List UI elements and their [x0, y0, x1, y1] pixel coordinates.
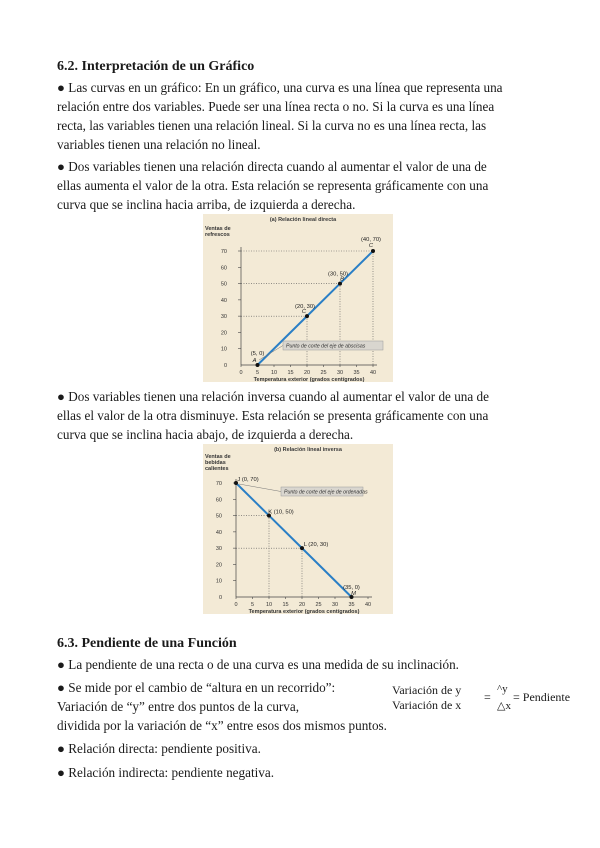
x-tick-label: 40: [369, 370, 377, 376]
y-tick-label: 40: [215, 529, 222, 536]
x-tick-label: 15: [282, 602, 289, 608]
section-heading-interpretacion: 6.2. Interpretación de un Gráfico: [57, 59, 255, 74]
x-axis-label: Temperatura exterior (grados centígrados): [248, 609, 360, 614]
x-axis-label: Temperatura exterior (grados centígrados): [253, 377, 365, 382]
text-line: dividida por la variación de “x” entre esos dos mismos puntos.: [57, 718, 387, 733]
y-tick-label: 60: [220, 265, 227, 272]
x-tick-label: 25: [315, 602, 322, 608]
data-point-label: L (20, 30): [303, 542, 329, 549]
section-heading-pendiente: 6.3. Pendiente de una Función: [57, 636, 237, 651]
bullet-relacion-indirecta: ● Relación indirecta: pendiente negativa.: [57, 765, 275, 780]
y-axis-label: Ventas de: [205, 226, 231, 232]
annotation-text: Punto de corte del eje de ordenadas: [284, 489, 368, 496]
y-axis-label: calientes: [205, 466, 229, 472]
x-tick-label: 10: [270, 370, 278, 376]
formula-delta-x: △x: [497, 700, 511, 712]
y-tick-label: 10: [220, 346, 227, 353]
y-tick-label: 50: [220, 281, 227, 288]
text-line: relación entre dos variables. Puede ser una línea recta o no. Si la curva es una línea: [57, 99, 495, 114]
annotation-pointer: [239, 484, 281, 492]
x-tick-label: 35: [353, 370, 360, 376]
data-point-label: (35, 0): [343, 585, 360, 591]
y-tick-label: 60: [215, 497, 222, 504]
data-point: [371, 249, 375, 253]
x-tick-label: 10: [265, 602, 273, 608]
y-tick-label: 50: [215, 513, 222, 520]
formula-result: = Pendiente: [513, 690, 571, 704]
x-tick-label: 35: [348, 602, 355, 608]
chart-direct-relation: [203, 214, 393, 382]
x-tick-label: 0: [234, 602, 238, 608]
bullet-relacion-directa: ● Relación directa: pendiente positiva.: [57, 741, 261, 756]
text-line: ● Las curvas en un gráfico: En un gráfico, una curva es una línea que representa una: [57, 80, 503, 95]
formula-delta-y: ^y: [497, 683, 508, 695]
chart-title: (b) Relación lineal inversa: [274, 447, 342, 453]
x-tick-label: 30: [336, 370, 344, 376]
text-line: recta, las variables tienen una relación lineal. Si la curva no es una línea recta, las: [57, 118, 487, 133]
x-tick-label: 40: [364, 602, 372, 608]
text-line: Variación de “y” entre dos puntos de la curva,: [57, 699, 300, 714]
data-point-label: (40, 70): [361, 237, 381, 243]
chart-inverse-svg: [203, 444, 393, 614]
chart-title: (a) Relación lineal directa: [269, 217, 337, 223]
data-point-label: (20, 30): [295, 304, 315, 311]
series-line: [236, 483, 352, 597]
x-tick-label: 30: [331, 602, 339, 608]
y-tick-label: 70: [215, 481, 222, 487]
bullet-pendiente-medida: [57, 678, 387, 735]
x-tick-label: 0: [239, 370, 243, 376]
formula-denominator: Variación de x: [392, 698, 462, 712]
data-point-letter: C: [301, 309, 307, 316]
text-line: ● Dos variables tienen una relación directa cuando al aumentar el valor de una de: [57, 159, 487, 174]
text-line: curva que se inclina hacia abajo, de izquierda a derecha.: [57, 427, 354, 442]
y-tick-label: 0: [223, 363, 227, 369]
chart-inverse-relation: [203, 444, 393, 614]
y-axis-label: bebidas: [205, 460, 226, 466]
annotation-text: Punto de corte del eje de abscisas: [286, 343, 366, 350]
y-tick-label: 0: [218, 595, 222, 601]
x-tick-label: 20: [298, 602, 306, 608]
data-point-letter: M: [351, 591, 356, 597]
x-tick-label: 25: [320, 370, 327, 376]
y-tick-label: 30: [220, 314, 227, 321]
y-tick-label: 10: [215, 578, 222, 585]
formula-numerator: Variación de y: [392, 683, 462, 697]
x-tick-label: 5: [255, 370, 260, 376]
x-tick-label: 20: [303, 370, 311, 376]
paragraph-relacion-directa: [57, 157, 537, 214]
x-tick-label: 15: [287, 370, 294, 376]
formula-equals: =: [484, 690, 491, 704]
y-axis-label: Ventas de: [205, 454, 231, 460]
data-point-letter: A: [252, 358, 257, 364]
data-point-label: K (10, 50): [268, 509, 294, 516]
y-tick-label: 30: [215, 546, 222, 553]
data-point-letter: B: [340, 276, 344, 283]
text-line: variables tienen una relación no lineal.: [57, 137, 261, 152]
chart-direct-svg: [203, 214, 393, 382]
data-point-label: J (0, 70): [237, 477, 259, 483]
y-tick-label: 40: [220, 297, 227, 304]
bullet-pendiente-definicion: ● La pendiente de una recta o de una curva es una medida de su inclinación.: [57, 657, 459, 672]
paragraph-curvas: [57, 78, 537, 154]
text-line: ● Dos variables tienen una relación inversa cuando al aumentar el valor de una de: [57, 389, 489, 404]
data-point-label: (30, 50): [328, 271, 348, 278]
data-point-letter: C: [368, 243, 374, 249]
y-axis-label: refrescos: [205, 232, 230, 238]
y-tick-label: 20: [215, 562, 222, 569]
data-point-label: (5, 0): [250, 351, 265, 357]
y-tick-label: 20: [220, 330, 227, 337]
paragraph-relacion-inversa: [57, 387, 537, 444]
text-line: ● Se mide por el cambio de “altura en un recorrido”:: [57, 680, 336, 695]
x-tick-label: 5: [250, 602, 255, 608]
text-line: ellas aumenta el valor de la otra. Esta relación se representa gráficamente con una: [57, 178, 489, 193]
text-line: curva que se inclina hacia arriba, de izquierda a derecha.: [57, 197, 356, 212]
y-tick-label: 70: [220, 249, 227, 255]
text-line: ellas el valor de la otra disminuye. Esta relación se presenta gráficamente con una: [57, 408, 489, 423]
